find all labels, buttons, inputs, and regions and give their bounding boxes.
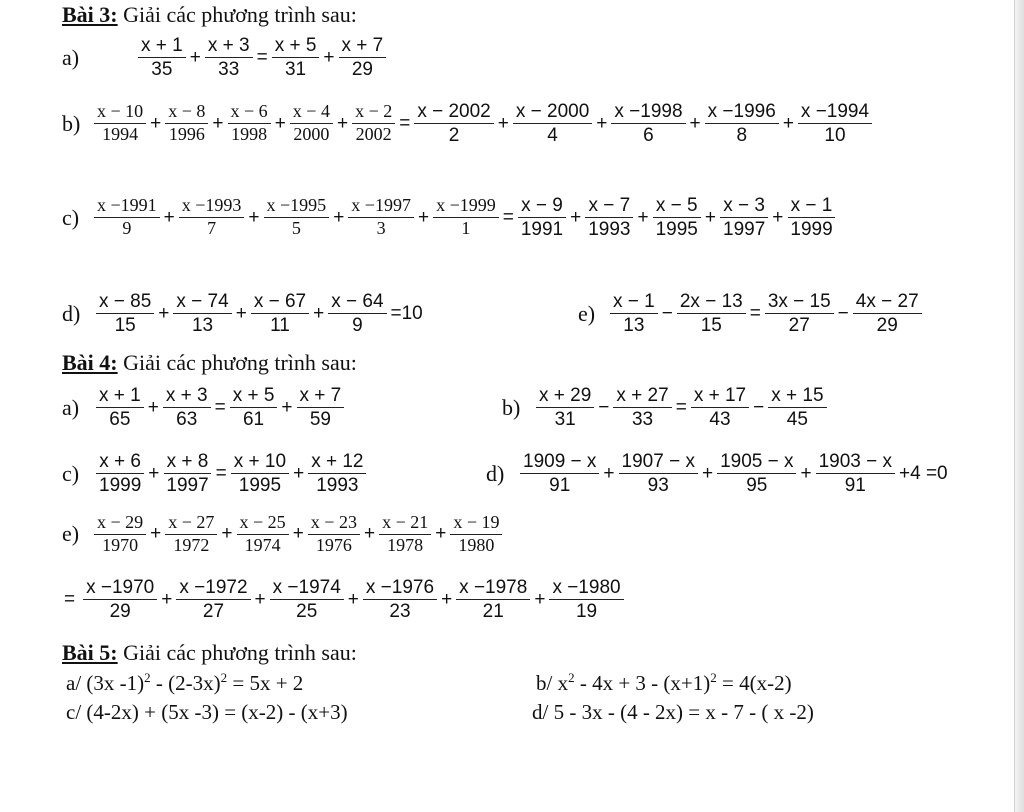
minus-sign: − — [837, 302, 849, 324]
fraction — [513, 100, 592, 147]
numerator: x + 17 — [691, 384, 749, 408]
numerator: x + 15 — [768, 384, 826, 408]
equals-sign: = — [749, 302, 761, 324]
denominator: 9 — [122, 218, 132, 239]
numerator: x − 5 — [653, 194, 701, 218]
fraction — [96, 450, 144, 497]
equals-sign: = — [214, 396, 226, 418]
fraction — [230, 384, 278, 431]
numerator: x − 19 — [450, 512, 502, 535]
fraction — [520, 450, 599, 497]
denominator: 1991 — [520, 219, 564, 241]
denominator: 61 — [242, 409, 265, 431]
equals-sign: = — [64, 588, 76, 610]
denominator: 91 — [844, 475, 866, 497]
plus-sign: + — [150, 112, 162, 134]
bai4-equation-e-right — [62, 576, 626, 623]
fraction — [228, 101, 271, 146]
denominator: 1972 — [173, 534, 210, 555]
denominator: 1970 — [102, 534, 139, 555]
numerator: x + 5 — [272, 34, 320, 58]
plus-sign: + — [281, 396, 293, 418]
numerator: x − 7 — [585, 194, 633, 218]
numerator: x −1994 — [798, 100, 872, 124]
numerator: 1909 − x — [520, 450, 599, 474]
fraction — [816, 450, 895, 497]
fraction — [585, 194, 633, 241]
bai3-equation-b — [62, 100, 874, 147]
numerator: x −1995 — [264, 195, 330, 218]
fraction — [798, 100, 872, 147]
bai5-b-part3: = 4(x-2) — [716, 671, 792, 695]
plus-sign: + — [772, 206, 784, 228]
bai3-equation-c — [62, 194, 838, 241]
numerator: x − 64 — [328, 290, 386, 314]
fraction — [205, 34, 253, 81]
numerator: x − 2002 — [414, 100, 493, 124]
numerator: x + 29 — [536, 384, 594, 408]
fraction — [677, 290, 746, 337]
minus-sign: − — [753, 396, 765, 418]
bai5-a-part3: = 5x + 2 — [227, 671, 304, 695]
fraction — [363, 576, 437, 623]
numerator: x + 6 — [96, 450, 144, 474]
denominator: 1 — [461, 218, 471, 239]
bai5-equation-d: d/ 5 - 3x - (4 - 2x) = x - 7 - ( x -2) — [532, 700, 814, 724]
denominator: 6 — [643, 125, 654, 147]
denominator: 45 — [786, 409, 808, 431]
denominator: 33 — [218, 59, 240, 81]
fraction — [94, 512, 146, 557]
fraction — [308, 450, 366, 497]
numerator: x −1976 — [363, 576, 437, 600]
denominator: 31 — [284, 59, 307, 81]
plus-sign: + — [248, 206, 260, 228]
numerator: x + 3 — [205, 34, 253, 58]
denominator: 91 — [549, 475, 571, 497]
denominator: 59 — [309, 409, 331, 431]
denominator: 1980 — [458, 534, 495, 555]
numerator: x − 74 — [173, 290, 231, 314]
bai4-label-b: b) — [502, 394, 521, 420]
fraction — [328, 290, 386, 337]
plus-sign: + — [274, 112, 286, 134]
bai3-title: Bài 3: — [62, 2, 118, 27]
fraction — [549, 576, 623, 623]
denominator: 13 — [191, 315, 214, 337]
denominator: 15 — [700, 315, 722, 337]
denominator: 1993 — [316, 475, 359, 497]
fraction — [297, 384, 345, 431]
fraction — [270, 576, 344, 623]
bai5-a-part1: a/ (3x -1) — [66, 671, 145, 695]
plus-sign: + — [336, 112, 349, 134]
plus-sign: + — [570, 206, 582, 228]
bai3-instruction: Giải các phương trình sau: — [117, 2, 357, 27]
plus-sign: + — [417, 206, 430, 228]
plus-sign: + — [333, 206, 345, 228]
denominator: 4 — [547, 125, 558, 147]
plus-sign: + — [497, 112, 509, 134]
bai5-equation-c: c/ (4-2x) + (5x -3) = (x-2) - (x+3) — [66, 700, 348, 724]
plus-four-equals-zero: +4 =0 — [899, 462, 948, 484]
denominator: 1996 — [168, 124, 205, 145]
fraction — [94, 195, 160, 240]
numerator: x −1999 — [433, 195, 499, 218]
denominator: 11 — [270, 315, 290, 337]
numerator: 3x − 15 — [765, 290, 834, 314]
bai5-equation-a — [66, 670, 303, 696]
bai3-equation-a — [62, 34, 388, 81]
fraction — [853, 290, 922, 337]
numerator: 1905 − x — [717, 450, 796, 474]
bai3-label-c: c) — [62, 204, 80, 230]
denominator: 27 — [788, 315, 810, 337]
denominator: 1974 — [244, 534, 281, 555]
bai4-title: Bài 4: — [62, 350, 118, 375]
fraction — [518, 194, 566, 241]
plus-sign: + — [704, 206, 716, 228]
fraction — [768, 384, 826, 431]
numerator: x −1980 — [549, 576, 623, 600]
fraction — [96, 384, 144, 431]
plus-sign: + — [363, 523, 376, 545]
denominator: 1978 — [387, 534, 424, 555]
bai5-equation-b — [536, 670, 792, 696]
fraction — [83, 576, 157, 623]
denominator: 31 — [554, 409, 576, 431]
numerator: x −1974 — [270, 576, 344, 600]
numerator: x + 8 — [164, 450, 212, 474]
plus-sign: + — [347, 588, 359, 610]
numerator: x + 3 — [163, 384, 211, 408]
numerator: x − 3 — [720, 194, 768, 218]
numerator: x − 21 — [379, 512, 431, 535]
numerator: x − 1 — [610, 290, 658, 314]
denominator: 13 — [623, 315, 645, 337]
equals-sign: = — [215, 462, 227, 484]
fraction — [456, 576, 530, 623]
plus-sign: + — [148, 462, 160, 484]
equals-sign: = — [675, 396, 687, 418]
denominator: 33 — [631, 409, 654, 431]
numerator: x + 5 — [230, 384, 278, 408]
denominator: 10 — [824, 125, 846, 147]
denominator: 1995 — [238, 475, 282, 497]
bai5-heading — [62, 640, 357, 666]
denominator: 65 — [109, 409, 131, 431]
plus-sign: + — [441, 588, 453, 610]
denominator: 95 — [746, 475, 768, 497]
denominator: 2 — [448, 125, 460, 147]
numerator: 1907 − x — [619, 450, 698, 474]
numerator: x −1993 — [179, 195, 245, 218]
fraction — [653, 194, 701, 241]
fraction — [348, 195, 414, 240]
minus-sign: − — [598, 396, 610, 418]
numerator: x − 85 — [96, 290, 154, 314]
equals-ten: =10 — [390, 302, 423, 324]
denominator: 29 — [351, 59, 373, 81]
plus-sign: + — [782, 112, 794, 134]
denominator: 43 — [709, 409, 731, 431]
denominator: 1976 — [315, 534, 352, 555]
denominator: 93 — [647, 475, 669, 497]
fraction — [179, 195, 245, 240]
fraction — [720, 194, 768, 241]
numerator: x −1997 — [348, 195, 414, 218]
denominator: 29 — [876, 315, 898, 337]
fraction — [610, 290, 658, 337]
bai4-label-c: c) — [62, 460, 80, 486]
bai5-title: Bài 5: — [62, 640, 118, 665]
bai3-equation-d — [62, 290, 425, 337]
numerator: x − 9 — [518, 194, 566, 218]
plus-sign: + — [235, 302, 247, 324]
bai4-equation-d — [486, 450, 950, 497]
bai4-equation-b — [502, 384, 829, 431]
bai5-a-part2: - (2-3x) — [150, 671, 221, 695]
denominator: 1994 — [102, 124, 139, 145]
fraction — [272, 34, 320, 81]
denominator: 2002 — [355, 124, 392, 145]
denominator: 23 — [389, 601, 411, 623]
exponent: 2 — [568, 670, 575, 685]
numerator: x + 7 — [297, 384, 345, 408]
numerator: x −1996 — [705, 100, 779, 124]
numerator: x − 67 — [251, 290, 309, 314]
plus-sign: + — [435, 523, 447, 545]
fraction — [691, 384, 749, 431]
denominator: 1995 — [655, 219, 698, 241]
equals-sign: = — [256, 46, 268, 68]
bai4-label-a: a) — [62, 394, 80, 420]
plus-sign: + — [323, 46, 335, 68]
fraction — [251, 290, 309, 337]
numerator: x + 10 — [231, 450, 289, 474]
fraction — [613, 384, 671, 431]
fraction — [717, 450, 796, 497]
fraction — [705, 100, 779, 147]
plus-sign: + — [147, 396, 159, 418]
denominator: 29 — [109, 601, 131, 623]
bai3-label-a: a) — [62, 44, 80, 70]
fraction — [450, 512, 502, 557]
numerator: x −1998 — [611, 100, 685, 124]
plus-sign: + — [161, 588, 173, 610]
fraction — [619, 450, 698, 497]
fraction — [165, 101, 208, 146]
bai3-equation-e — [578, 290, 924, 337]
numerator: x − 10 — [94, 101, 146, 124]
denominator: 1999 — [790, 219, 833, 241]
denominator: 19 — [575, 601, 598, 623]
bai3-label-d: d) — [62, 300, 81, 326]
fraction — [765, 290, 834, 337]
bai4-heading — [62, 350, 357, 376]
plus-sign: + — [637, 206, 649, 228]
fraction — [352, 101, 395, 146]
numerator: x −1972 — [176, 576, 250, 600]
numerator: x + 1 — [96, 384, 144, 408]
denominator: 1997 — [166, 475, 209, 497]
plus-sign: + — [596, 112, 608, 134]
plus-sign: + — [293, 462, 305, 484]
numerator: x − 27 — [165, 512, 217, 535]
denominator: 3 — [376, 218, 386, 239]
fraction — [308, 512, 360, 557]
plus-sign: + — [534, 588, 546, 610]
bai3-label-b: b) — [62, 110, 81, 136]
numerator: x + 27 — [613, 384, 671, 408]
fraction — [290, 101, 333, 146]
exponent: 2 — [144, 670, 151, 685]
plus-sign: + — [603, 462, 615, 484]
fraction — [138, 34, 186, 81]
bai4-label-d: d) — [486, 460, 505, 486]
denominator: 1997 — [723, 219, 766, 241]
fraction — [787, 194, 835, 241]
fraction — [163, 384, 211, 431]
fraction — [163, 450, 211, 497]
bai4-label-e: e) — [62, 521, 80, 547]
bai5-b-part1: b/ x — [536, 671, 569, 695]
denominator: 25 — [296, 601, 318, 623]
numerator: x − 2000 — [513, 100, 592, 124]
numerator: x −1970 — [83, 576, 157, 600]
denominator: 9 — [352, 315, 363, 337]
window-edge — [1014, 0, 1024, 812]
denominator: 21 — [482, 601, 504, 623]
numerator: x −1991 — [94, 195, 160, 218]
bai4-equation-e-left — [62, 512, 504, 557]
denominator: 63 — [176, 409, 198, 431]
denominator: 15 — [114, 315, 136, 337]
numerator: x − 25 — [237, 512, 289, 535]
fraction — [94, 101, 146, 146]
numerator: x + 7 — [339, 34, 387, 58]
fraction — [176, 576, 250, 623]
fraction — [231, 450, 289, 497]
equals-sign: = — [502, 206, 514, 228]
denominator: 8 — [736, 125, 748, 147]
fraction — [611, 100, 685, 147]
fraction — [536, 384, 594, 431]
plus-sign: + — [254, 588, 266, 610]
numerator: x + 12 — [308, 450, 366, 474]
plus-sign: + — [800, 462, 812, 484]
plus-sign: + — [163, 206, 175, 228]
numerator: x − 2 — [352, 101, 395, 124]
plus-sign: + — [689, 112, 701, 134]
plus-sign: + — [189, 46, 201, 68]
numerator: 4x − 27 — [853, 290, 922, 314]
numerator: 1903 − x — [816, 450, 895, 474]
numerator: 2x − 13 — [677, 290, 746, 314]
numerator: x − 4 — [290, 101, 333, 124]
minus-sign: − — [661, 302, 673, 324]
denominator: 7 — [207, 218, 217, 239]
denominator: 27 — [202, 601, 225, 623]
bai3-heading — [62, 2, 357, 28]
exponent: 2 — [710, 670, 717, 685]
denominator: 1999 — [99, 475, 142, 497]
numerator: x − 8 — [165, 101, 208, 124]
numerator: x − 1 — [788, 194, 836, 218]
denominator: 2000 — [293, 124, 330, 145]
plus-sign: + — [292, 523, 304, 545]
bai5-b-part2: - 4x + 3 - (x+1) — [574, 671, 711, 695]
bai4-equation-c — [62, 450, 368, 497]
bai5-instruction: Giải các phương trình sau: — [117, 640, 357, 665]
denominator: 1998 — [231, 124, 268, 145]
numerator: x − 23 — [308, 512, 360, 535]
fraction — [165, 512, 217, 557]
fraction — [96, 290, 154, 337]
numerator: x −1978 — [456, 576, 530, 600]
fraction — [414, 100, 493, 147]
plus-sign: + — [701, 462, 714, 484]
fraction — [237, 512, 289, 557]
fraction — [379, 512, 431, 557]
exponent: 2 — [220, 670, 228, 685]
plus-sign: + — [158, 302, 170, 324]
plus-sign: + — [212, 112, 224, 134]
bai4-instruction: Giải các phương trình sau: — [117, 350, 357, 375]
denominator: 1993 — [588, 219, 631, 241]
bai3-label-e: e) — [578, 300, 596, 326]
bai4-equation-a — [62, 384, 346, 431]
plus-sign: + — [150, 523, 162, 545]
fraction — [173, 290, 231, 337]
fraction — [264, 195, 330, 240]
numerator: x − 29 — [94, 512, 146, 535]
numerator: x − 6 — [228, 101, 271, 124]
numerator: x + 1 — [138, 34, 186, 58]
fraction — [433, 195, 499, 240]
plus-sign: + — [313, 302, 325, 324]
fraction — [339, 34, 387, 81]
denominator: 5 — [291, 218, 301, 239]
equals-sign: = — [399, 112, 411, 134]
denominator: 35 — [151, 59, 173, 81]
plus-sign: + — [221, 523, 233, 545]
